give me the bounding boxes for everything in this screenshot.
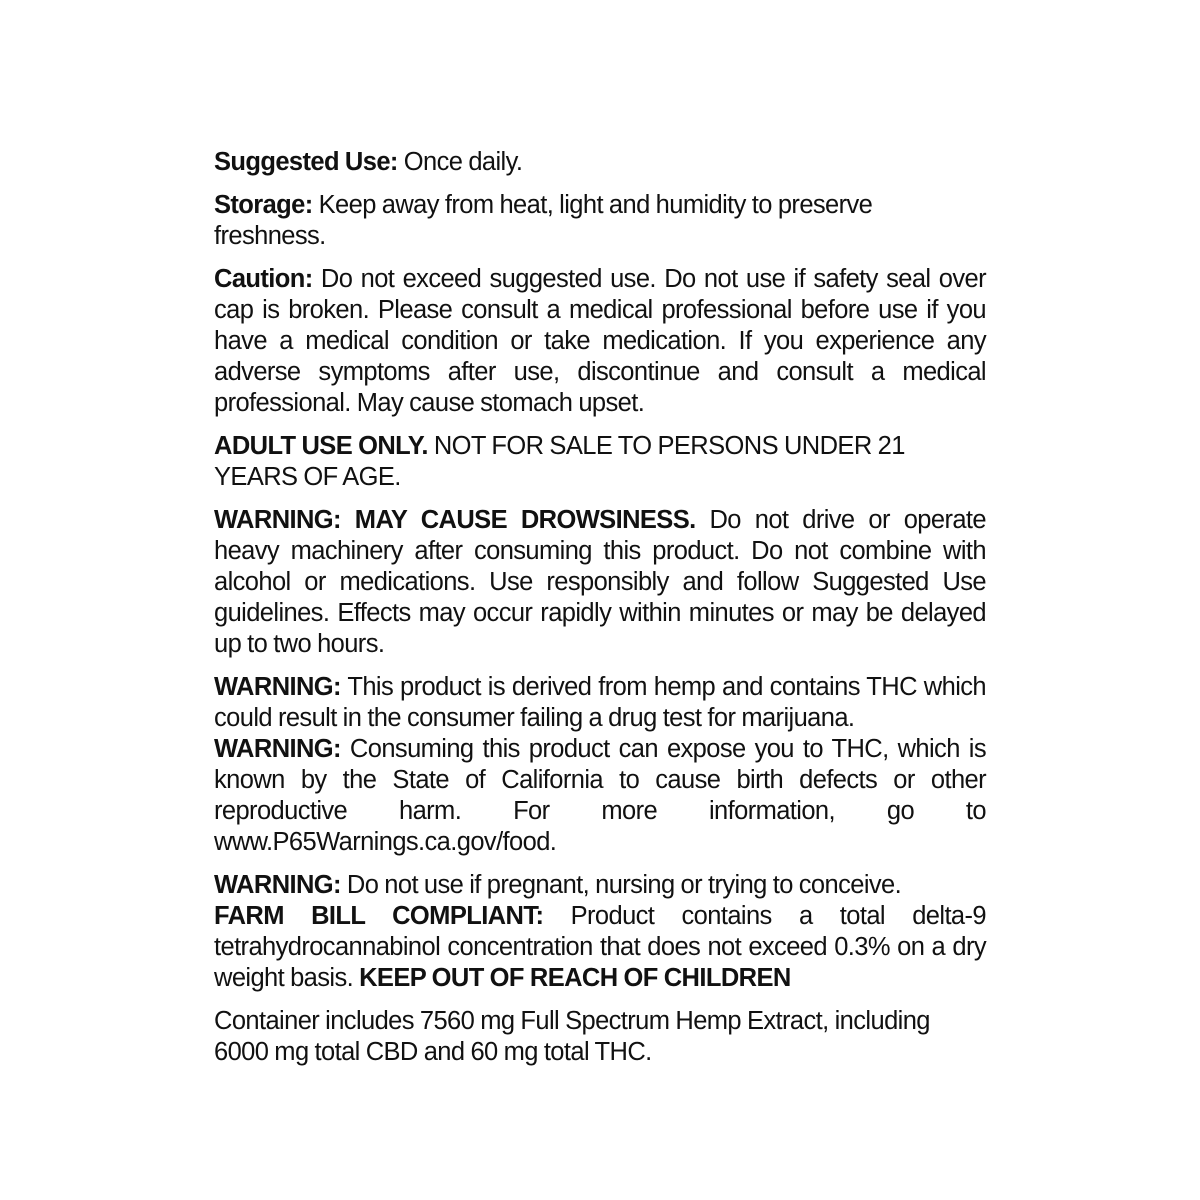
adult-use-heading: ADULT USE ONLY.: [214, 432, 428, 460]
thc-warning-heading: WARNING:: [214, 673, 341, 701]
prop65-warning: [214, 734, 986, 858]
suggested-use-text: Once daily.: [397, 148, 523, 176]
storage-text: Keep away from heat, light and humidity to preserve freshness.: [214, 191, 873, 250]
thc-warnings-section: [214, 672, 986, 858]
product-label-text: [214, 147, 986, 1080]
prop65-warning-text: Consuming this product can expose you to THC, which is known by the State of California to cause birth defects or other reproductive harm. For more information, go to www.P65Warnings.ca.gov/food.: [214, 735, 986, 856]
pregnancy-warning-text: Do not use if pregnant, nursing or trying to conceive.: [340, 871, 902, 899]
suggested-use-heading: Suggested Use:: [214, 148, 398, 176]
adult-use-section: [214, 431, 986, 493]
keep-out-of-reach-notice: KEEP OUT OF REACH OF CHILDREN: [359, 964, 791, 992]
farm-bill-statement: [214, 901, 986, 994]
storage-heading: Storage:: [214, 191, 313, 219]
caution-section: [214, 264, 986, 419]
drowsiness-warning-heading: WARNING: MAY CAUSE DROWSINESS.: [214, 506, 696, 534]
farm-bill-text: Product contains a total delta-9 tetrahydrocannabinol concentration that does not exceed 0.3% on a dry weight basis.: [214, 902, 986, 992]
adult-use-text: NOT FOR SALE TO PERSONS UNDER 21 YEARS OF AGE.: [214, 432, 905, 491]
thc-warning-text: This product is derived from hemp and contains THC which could result in the consumer failing a drug test for marijuana.: [214, 673, 986, 732]
contents-section: [214, 1006, 986, 1068]
farm-bill-heading: FARM BILL COMPLIANT:: [214, 902, 544, 930]
pregnancy-warning: [214, 870, 986, 901]
drowsiness-warning-text: Do not drive or operate heavy machinery after consuming this product. Do not combine with alcohol or medications. Use responsibly and follow Suggested Use guidelines. Effects may occur rapidly within minutes or may be delayed up to two hours.: [214, 506, 987, 658]
caution-text: Do not exceed suggested use. Do not use if safety seal over cap is broken. Please consult a medical professional before use if you have a medical condition or take medication. If you experience any adverse symptoms after use, discontinue and consult a medical professional. May cause stomach upset.: [214, 265, 986, 417]
compliance-section: [214, 870, 986, 994]
drowsiness-warning-section: [214, 505, 986, 660]
suggested-use-section: [214, 147, 986, 178]
contents-text: Container includes 7560 mg Full Spectrum Hemp Extract, including 6000 mg total CBD and 60 mg total THC.: [214, 1007, 930, 1066]
pregnancy-warning-heading: WARNING:: [214, 871, 341, 899]
caution-heading: Caution:: [214, 265, 313, 293]
thc-drug-test-warning: [214, 672, 986, 734]
prop65-warning-heading: WARNING:: [214, 735, 341, 763]
storage-section: [214, 190, 986, 252]
